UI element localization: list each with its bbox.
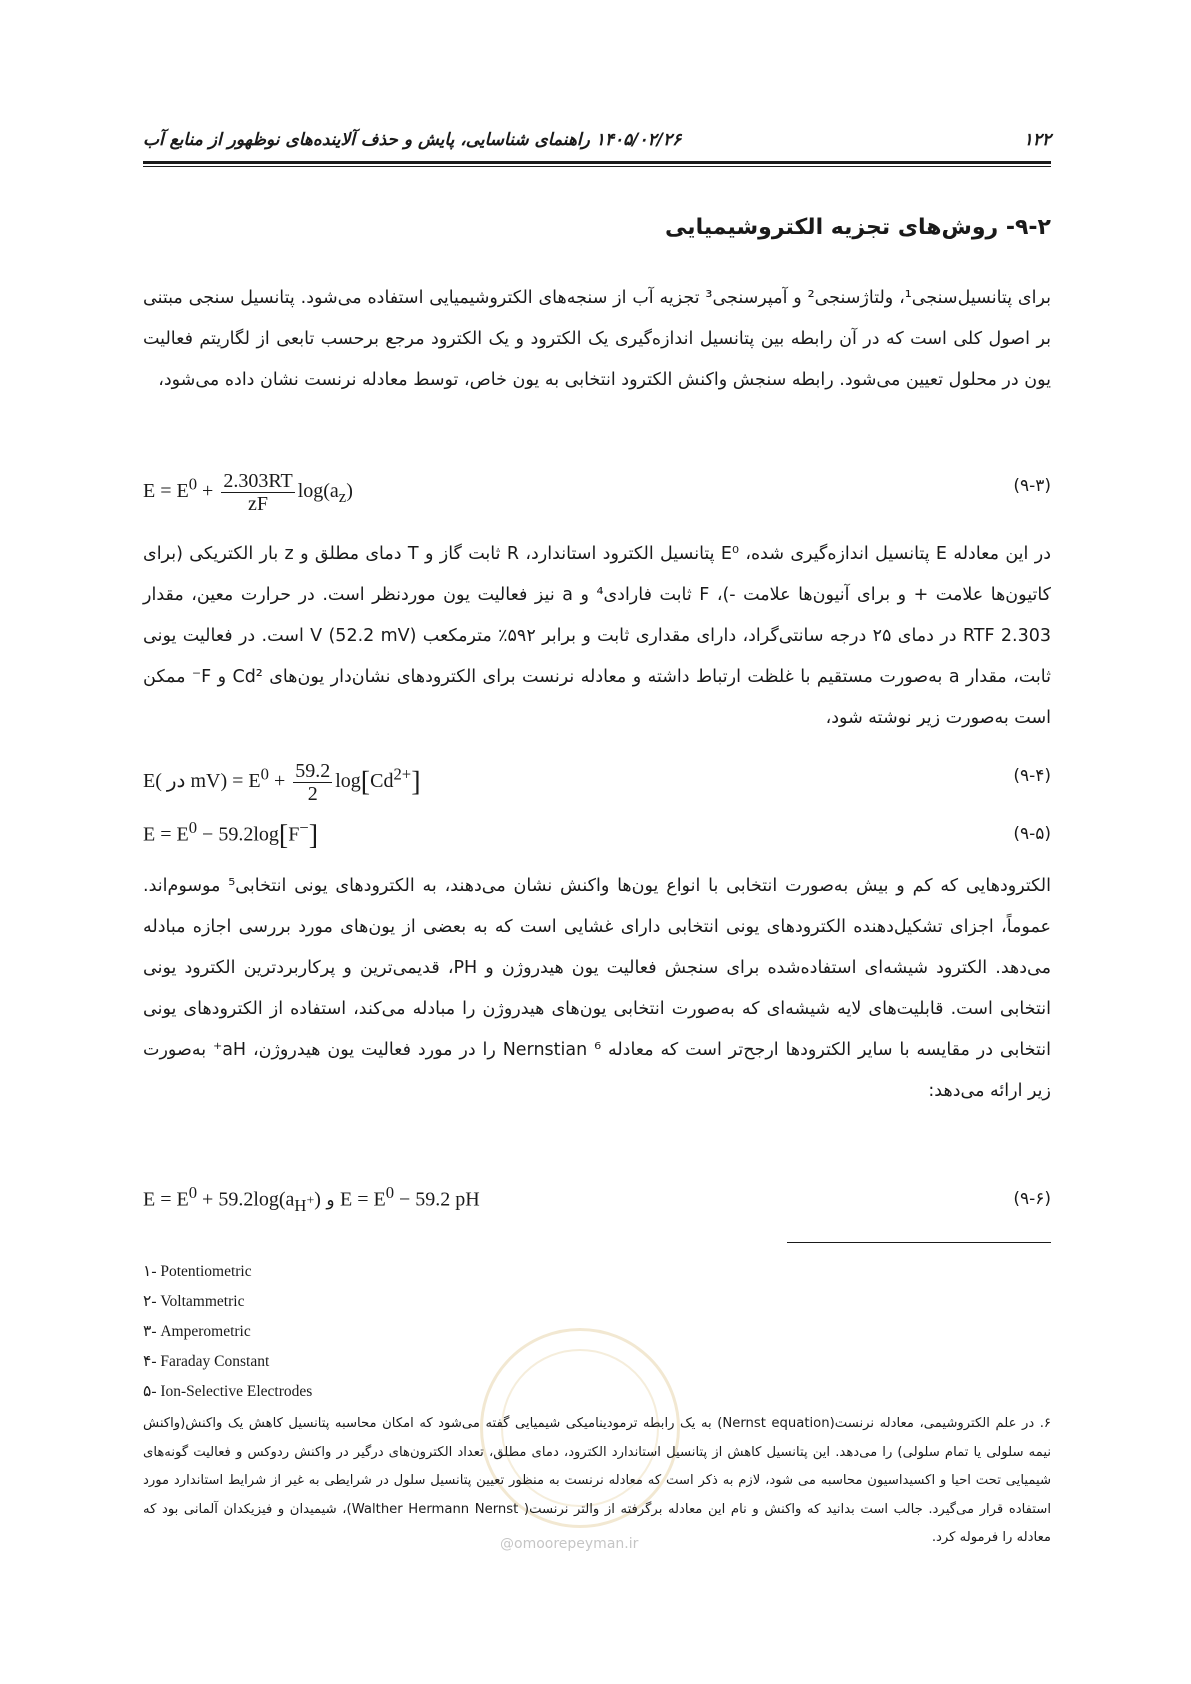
equation-math: $E = E^0 + 59.2\log(a_{H^+})$ و $E = E^0 - 59.2$ pH xyxy=(143,1183,480,1215)
equation-math: $E = E^0$ + $\frac{2.303RT}{zF}$ $\log(a_z)$ xyxy=(143,470,353,515)
equation-number: (۹-۳) xyxy=(1013,476,1051,496)
paragraph-intro: برای پتانسیل‌سنجی¹، ولتاژسنجی² و آمپرسنجی³ تجزیه آب از سنجه‌های الکتروشیمیایی استفاده می‌شود. پتانسیل سنجی مبتنی بر اصول کلی است که در آن رابطه بین پتانسیل اندازه‌گیری یک الکترود و یک الکترود مرجع برحسب تابعی از لگاریتم فعالیت یون در محلول تعیین می‌شود. رابطه سنجش واکنش الکترود انتخابی به یون خاص، توسط معادله نرنست نشان داده می‌شود، xyxy=(143,288,1051,390)
page-header xyxy=(143,128,1051,154)
footnote-item: ۱- Potentiometric xyxy=(143,1263,252,1280)
header-rule xyxy=(143,161,1051,164)
equation-9-6 xyxy=(143,1183,1051,1233)
section-heading: ۹-۲- روش‌های تجزیه الکتروشیمیایی xyxy=(665,215,1051,240)
running-title: ۱۴۰۵/۰۲/۲۶ راهنمای شناسایی، پایش و حذف آلاینده‌های نوظهور از منابع آب xyxy=(143,130,682,150)
footnote-list xyxy=(143,1257,643,1407)
equation-9-4 xyxy=(143,760,1051,810)
equation-math: E( در $mV) = E^0$ + $\frac{59.2}{2}$ $\log[Cd^{2+}]$ xyxy=(143,760,421,805)
watermark-url: @omoorepeyman.ir xyxy=(500,1536,639,1552)
paragraph-nernst-explanation: در این معادله E پتانسیل اندازه‌گیری شده، E⁰ پتانسیل الکترود استاندارد، R ثابت گاز و T دمای مطلق و z بار الکتریکی (برای کاتیون‌ها علامت + و برای آنیون‌ها علامت -)، F ثابت فارادی⁴ و a نیز فعالیت یون موردنظر است. در حرارت معین، مقدار 2.303 RTF در دمای ۲۵ درجه سانتی‌گراد، دارای مقداری ثابت و برابر ۵۹۲٪ مترمکعب V (52.2 mV) است. در فعالیت یونی ثابت، مقدار a به‌صورت مستقیم با غلظت ارتباط داشته و معادله نرنست برای الکترودهای نشان‌دار یون‌های Cd² و F⁻ ممکن است به‌صورت زیر نوشته شود، xyxy=(143,544,1052,728)
paragraph-ion-selective: الکترودهایی که کم و بیش به‌صورت انتخابی با انواع یون‌ها واکنش نشان می‌دهند، به الکترودهای یونی انتخابی⁵ موسوم‌اند. عموماً، اجزای تشکیل‌دهنده الکترودهای یونی انتخابی دارای غشایی است که به بعضی از یون‌های مورد بررسی اجازه مبادله می‌دهد. الکترود شیشه‌ای استفاده‌شده برای سنجش فعالیت یون هیدروژن و PH، قدیمی‌ترین و پرکاربردترین الکترود یونی انتخابی است. قابلیت‌های لایه شیشه‌ای که به‌صورت انتخابی یون‌های هیدروژن را مبادله می‌کند، استفاده از الکترودهای یونی انتخابی در مقایسه با سایر الکترودها ارجح‌تر است که معادله Nernstian ⁶ را در مورد فعالیت یون هیدروژن، aH⁺ به‌صورت زیر ارائه می‌دهد: xyxy=(143,876,1051,1101)
fraction: $\frac{2.303RT}{zF}$ xyxy=(223,470,293,515)
equation-number: (۹-۶) xyxy=(1013,1189,1051,1209)
equation-number: (۹-۴) xyxy=(1013,766,1051,786)
footnote-6: ۶. در علم الکتروشیمی، معادله نرنست(Nernst equation) به یک رابطه ترمودینامیکی شیمیایی گفته می‌شود که امکان محاسبه پتانسیل کاهش یک واکنش(واکنش نیمه سلولی یا تمام سلولی) را می‌دهد. این پتانسیل کاهش از پتانسیل استاندارد الکترود، دمای مطلق، تعداد الکترون‌های درگیر در واکنش ردوکس و فعالیت گونه‌های شیمیایی تحت احیا و اکسیداسیون محاسبه می شود، لازم به ذکر است که معادله نرنست به منظور تعیین پتانسیل سلول در شرایطی به غیر از شرایط استاندارد مورد استفاده قرار می‌گیرد. جالب است بدانید که واکنش و نام این معادله برگرفته از والتر نرنست( Walther Hermann Nernst)، شیمیدان و فیزیکدان آلمانی بود که معادله را فرموله کرد. xyxy=(143,1416,1051,1545)
equation-9-3 xyxy=(143,470,1051,520)
footnote-item: ۴- Faraday Constant xyxy=(143,1353,270,1370)
equation-math: $E = E^0 - 59.2\log[F^-]$ xyxy=(143,818,319,852)
fraction: $\frac{59.2}{2}$ xyxy=(295,760,331,805)
footnote-item: ۵- Ion-Selective Electrodes xyxy=(143,1383,313,1400)
equation-number: (۹-۵) xyxy=(1013,824,1051,844)
footnote-item: ۲- Voltammetric xyxy=(143,1293,245,1310)
page-number: ۱۲۲ xyxy=(1023,130,1051,150)
footnote-item: ۳- Amperometric xyxy=(143,1323,251,1340)
footnote-separator xyxy=(787,1242,1051,1243)
equation-9-5 xyxy=(143,818,1051,868)
header-rule-thin xyxy=(143,166,1051,167)
